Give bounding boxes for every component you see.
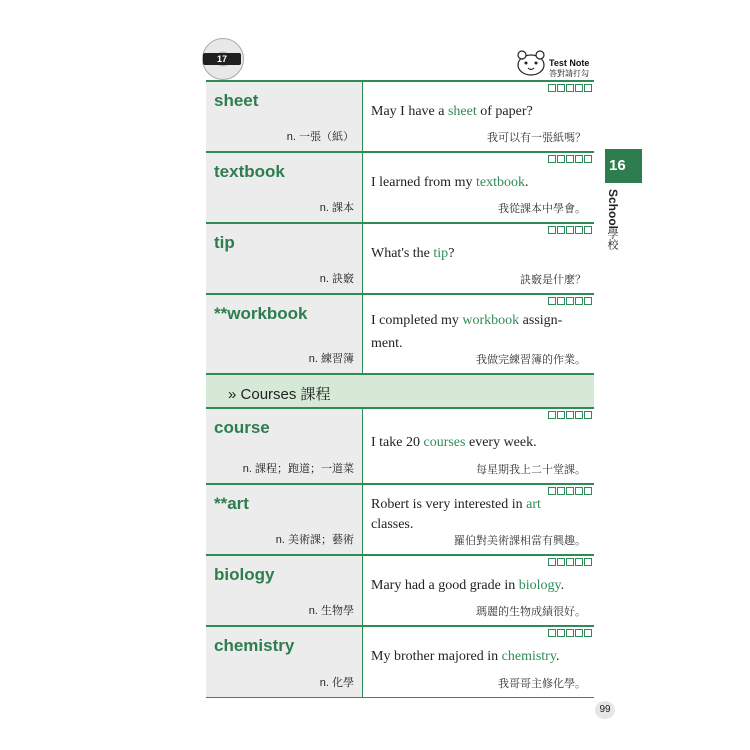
vocab-row [206, 80, 594, 151]
vocab-word: **art [214, 494, 249, 513]
test-note-title: Test Note [549, 58, 590, 68]
check-box[interactable] [557, 155, 565, 163]
example-translation: 我可以有一張紙嗎？ [487, 132, 586, 144]
vocab-word: biology [214, 565, 275, 584]
vocab-row [206, 554, 594, 625]
checkbox-group[interactable] [548, 629, 592, 637]
vocab-example-cell [363, 82, 594, 151]
vocab-term-cell [206, 485, 363, 554]
page-number: 99 [595, 701, 615, 719]
section-title: » Courses 課程 [228, 386, 331, 403]
highlight-word: biology [518, 578, 561, 593]
vocab-row [206, 293, 594, 373]
check-box[interactable] [566, 226, 574, 234]
vocab-part-of-speech: n. 美術課；藝術 [275, 534, 354, 546]
example-sentence: I learned from my textbook. [371, 175, 529, 190]
check-box[interactable] [566, 487, 574, 495]
check-box[interactable] [584, 84, 592, 92]
chapter-tab-label-en: School [606, 189, 620, 230]
vocab-example-cell [363, 627, 594, 697]
track-number-badge: 17 [203, 53, 241, 65]
check-box[interactable] [548, 629, 556, 637]
checkbox-group[interactable] [548, 558, 592, 566]
check-box[interactable] [566, 155, 574, 163]
check-box[interactable] [584, 487, 592, 495]
vocab-part-of-speech: n. 練習簿 [308, 353, 354, 365]
vocab-word: tip [214, 233, 235, 252]
highlight-word: art [526, 497, 541, 512]
check-box[interactable] [557, 84, 565, 92]
check-box[interactable] [557, 487, 565, 495]
check-box[interactable] [566, 629, 574, 637]
check-box[interactable] [557, 558, 565, 566]
check-box[interactable] [575, 84, 583, 92]
vocab-row [206, 222, 594, 293]
vocab-example-cell [363, 485, 594, 554]
vocab-word: chemistry [214, 636, 295, 655]
example-sentence: May I have a sheet of paper? [371, 104, 533, 119]
check-box[interactable] [557, 226, 565, 234]
vocab-row [206, 625, 594, 697]
checkbox-group[interactable] [548, 155, 592, 163]
vocab-part-of-speech: n. 化學 [319, 677, 354, 689]
vocab-term-cell [206, 627, 363, 697]
check-box[interactable] [548, 155, 556, 163]
vocab-part-of-speech: n. 課本 [319, 202, 354, 214]
vocab-term-cell [206, 82, 363, 151]
highlight-word: courses [423, 435, 466, 450]
chapter-tab-number: 16 [605, 149, 642, 183]
check-box[interactable] [557, 411, 565, 419]
check-box[interactable] [548, 297, 556, 305]
check-box[interactable] [566, 558, 574, 566]
check-box[interactable] [575, 226, 583, 234]
test-note-subtitle: 答對請打勾 [549, 69, 589, 78]
check-box[interactable] [584, 297, 592, 305]
check-box[interactable] [557, 629, 565, 637]
example-translation: 每星期我上二十堂課。 [476, 464, 586, 476]
check-box[interactable] [584, 629, 592, 637]
example-sentence: Robert is very interested in art classes. [371, 497, 541, 532]
highlight-word: chemistry [501, 649, 556, 664]
highlight-word: workbook [462, 313, 520, 328]
checkbox-group[interactable] [548, 84, 592, 92]
vocab-word: sheet [214, 91, 259, 110]
vocab-example-cell [363, 409, 594, 483]
check-box[interactable] [575, 155, 583, 163]
check-box[interactable] [584, 558, 592, 566]
check-box[interactable] [584, 155, 592, 163]
vocab-term-cell [206, 409, 363, 483]
check-box[interactable] [584, 411, 592, 419]
example-translation: 訣竅是什麼？ [520, 274, 586, 286]
check-box[interactable] [575, 629, 583, 637]
example-translation: 瑪麗的生物成績很好。 [476, 606, 586, 618]
check-box[interactable] [575, 487, 583, 495]
vocab-term-cell [206, 224, 363, 293]
highlight-word: tip [433, 246, 449, 261]
example-sentence: I completed my workbook assign-ment. [371, 313, 563, 351]
vocab-term-cell [206, 556, 363, 625]
vocab-word: textbook [214, 162, 285, 181]
vocab-part-of-speech: n. 生物學 [308, 605, 354, 617]
vocab-example-cell [363, 153, 594, 222]
check-box[interactable] [548, 487, 556, 495]
vocab-row [206, 407, 594, 483]
example-translation: 我哥哥主修化學。 [498, 678, 586, 690]
mascot-icon [515, 48, 547, 78]
vocab-part-of-speech: n. 課程；跑道；一道菜 [242, 463, 354, 475]
example-sentence: What's the tip? [371, 246, 455, 261]
example-translation: 我做完練習簿的作業。 [476, 354, 586, 366]
check-box[interactable] [575, 411, 583, 419]
vocab-word: course [214, 418, 270, 437]
highlight-word: sheet [447, 104, 477, 119]
vocab-row [206, 151, 594, 222]
check-box[interactable] [566, 84, 574, 92]
check-box[interactable] [575, 558, 583, 566]
check-box[interactable] [566, 297, 574, 305]
example-sentence: Mary had a good grade in biology. [371, 578, 565, 593]
chapter-tab-label-zh: 學校 [606, 228, 618, 250]
vocab-row [206, 483, 594, 554]
vocab-part-of-speech: n. 一張（紙） [286, 131, 354, 143]
checkbox-group[interactable] [548, 411, 592, 419]
check-box[interactable] [584, 226, 592, 234]
example-sentence: I take 20 courses every week. [371, 435, 537, 450]
check-box[interactable] [548, 226, 556, 234]
check-box[interactable] [548, 411, 556, 419]
example-translation: 我從課本中學會。 [498, 203, 586, 215]
checkbox-group[interactable] [548, 226, 592, 234]
section-header [206, 373, 594, 407]
vocab-word: **workbook [214, 304, 308, 323]
example-translation: 羅伯對美術課相當有興趣。 [454, 535, 586, 547]
vocab-example-cell [363, 556, 594, 625]
vocab-term-cell [206, 153, 363, 222]
check-box[interactable] [566, 411, 574, 419]
example-sentence: My brother majored in chemistry. [371, 649, 560, 664]
checkbox-group[interactable] [548, 297, 592, 305]
check-box[interactable] [575, 297, 583, 305]
check-box[interactable] [548, 558, 556, 566]
vocab-part-of-speech: n. 訣竅 [319, 273, 354, 285]
check-box[interactable] [557, 297, 565, 305]
check-box[interactable] [548, 84, 556, 92]
vocab-example-cell [363, 224, 594, 293]
highlight-word: textbook [475, 175, 525, 190]
checkbox-group[interactable] [548, 487, 592, 495]
vocabulary-table [206, 80, 594, 698]
vocab-term-cell [206, 295, 363, 373]
vocab-example-cell [363, 295, 594, 373]
